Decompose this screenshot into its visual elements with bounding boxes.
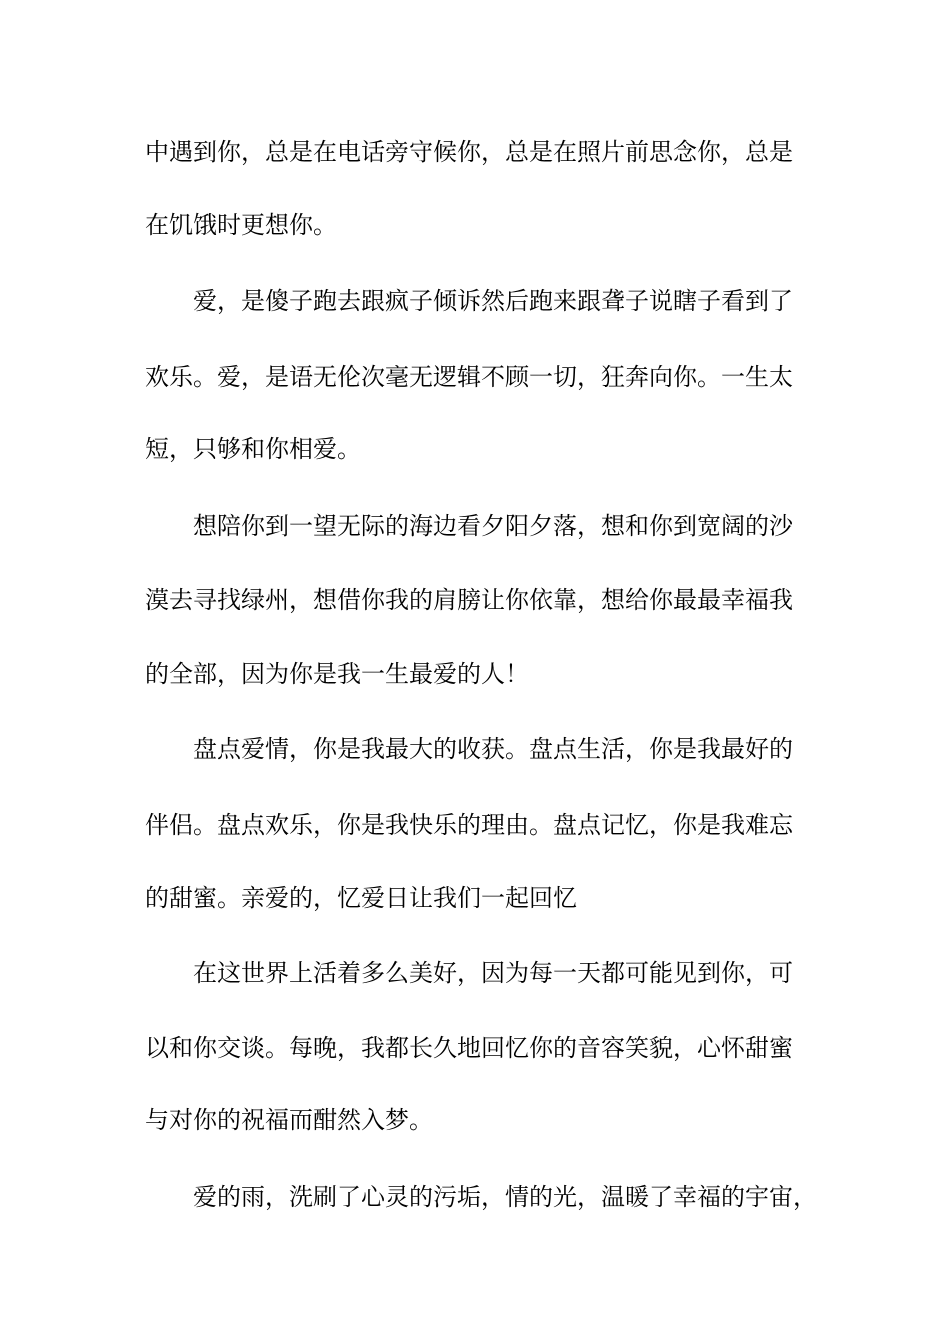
paragraph-first-line: 想陪你到一望无际的海边看夕阳夕落，想和你到宽阔的沙 (193, 512, 793, 540)
text-line: 的全部，因为你是我一生最爱的人！ (145, 660, 529, 688)
paragraph-first-line: 爱的雨，洗刷了心灵的污垢，情的光，温暖了幸福的宇宙， (193, 1183, 817, 1211)
paragraph-first-line: 在这世界上活着多么美好，因为每一天都可能见到你，可 (193, 959, 793, 987)
text-line: 以和你交谈。每晚，我都长久地回忆你的音容笑貌，心怀甜蜜 (145, 1034, 793, 1062)
paragraph-first-line: 爱，是傻子跑去跟疯子倾诉然后跑来跟聋子说瞎子看到了 (193, 287, 793, 315)
text-line: 在饥饿时更想你。 (145, 211, 337, 239)
text-line: 中遇到你，总是在电话旁守候你，总是在照片前思念你，总是 (145, 138, 793, 166)
text-line: 欢乐。爱，是语无伦次毫无逻辑不顾一切，狂奔向你。一生太 (145, 363, 793, 391)
text-line: 漠去寻找绿州，想借你我的肩膀让你依靠，想给你最最幸福我 (145, 586, 793, 614)
text-line: 与对你的祝福而酣然入梦。 (145, 1106, 433, 1134)
text-line: 短，只够和你相爱。 (145, 435, 361, 463)
paragraph-first-line: 盘点爱情，你是我最大的收获。盘点生活，你是我最好的 (193, 735, 793, 763)
text-line: 的甜蜜。亲爱的，忆爱日让我们一起回忆 (145, 884, 577, 912)
text-line: 伴侣。盘点欢乐，你是我快乐的理由。盘点记忆，你是我难忘 (145, 811, 793, 839)
